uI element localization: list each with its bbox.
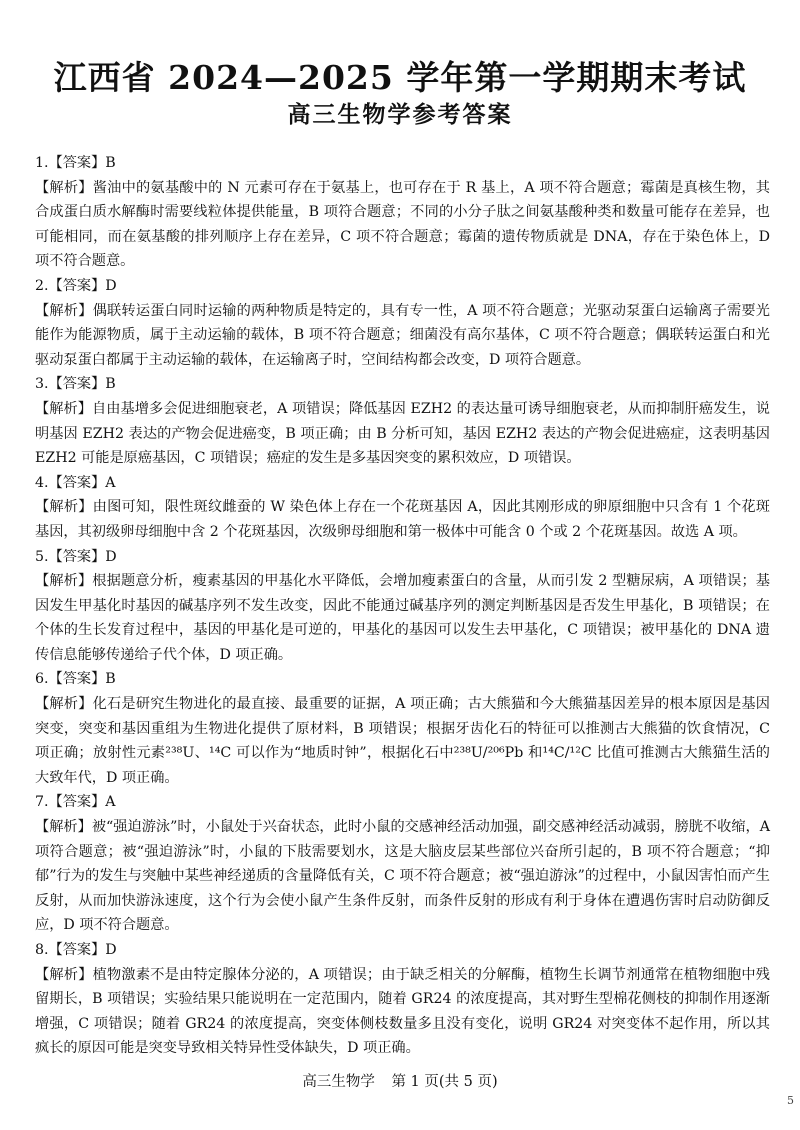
question-8 — [35, 938, 770, 1061]
question-5 — [35, 545, 770, 668]
answer-line: 4.【答案】A — [35, 474, 116, 491]
answer-line: 2.【答案】D — [35, 277, 117, 294]
corner-mark: 5 — [787, 1094, 794, 1107]
answer-line: 5.【答案】D — [35, 548, 117, 565]
explanation-text: 【解析】由图可知，限性斑纹雌蚕的 W 染色体上存在一个花斑基因 A，因此其刚形成的卵原细胞中只含有 1 个花斑基因，其初级卵母细胞中含 2 个花斑基因，次级卵母细胞和第一极体中可能含 0 个或 2 个花斑基因。故选 A 项。 — [35, 499, 770, 540]
answer-line: 3.【答案】B — [35, 376, 116, 393]
question-4 — [35, 471, 770, 545]
question-3 — [35, 372, 770, 470]
answer-line: 6.【答案】B — [35, 671, 116, 688]
explanation-text: 【解析】自由基增多会促进细胞衰老，A 项错误；降低基因 EZH2 的表达量可诱导细胞衰老，从而抑制肝癌发生，说明基因 EZH2 表达的产物会促进癌变，B 项正确；由 B 分析可知，基因 EZH2 表达的产物会促进癌症，这表明基因 EZH2 可能是原癌基因，C 项错误；癌症的发生是多基因突变的累积效应，D 项错误。 — [35, 400, 770, 467]
explanation-text: 【解析】酱油中的氨基酸中的 N 元素可存在于氨基上，也可存在于 R 基上，A 项不符合题意；霉菌是真核生物，其合成蛋白质水解酶时需要线粒体提供能量，B 项符合题意；不同的小分子肽之间氨基酸种类和数量可能存在差异，也可能相同，而在氨基酸的排列顺序上存在差异，C 项不符合题意；霉菌的遗传物质就是 DNA，存在于染色体上，D 项不符合题意。 — [35, 179, 770, 270]
footer-page-number: 第 1 页(共 5 页) — [391, 1074, 498, 1090]
explanation-text: 【解析】被“强迫游泳”时，小鼠处于兴奋状态，此时小鼠的交感神经活动加强，副交感神经活动减弱，膀胱不收缩，A 项符合题意；被“强迫游泳”时，小鼠的下肢需要划水，这是大脑皮层某些部位兴奋所引起的，B 项不符合题意；“抑郁”行为的发生与突触中某些神经递质的含量降低有关，C 项不符合题意；被“强迫游泳”的过程中，小鼠因害怕而产生反射，从而加快游泳速度，这个行为会使小鼠产生条件反射，而条件反射的形成有利于身体在遭遇伤害时启动防御反应，D 项不符合题意。 — [35, 819, 770, 934]
answer-list — [35, 151, 770, 1061]
explanation-text: 【解析】植物激素不是由特定腺体分泌的，A 项错误；由于缺乏相关的分解酶，植物生长调节剂通常在植物细胞中残留期长，B 项错误；实验结果只能说明在一定范围内，随着 GR24 的浓度提高，其对野生型棉花侧枝的抑制作用逐渐增强，C 项错误；随着 GR24 的浓度提高，突变体侧枝数量多且没有变化，说明 GR24 对突变体不起作用，所以其疯长的原因可能是突变导致相关特异性受体缺失，D 项正确。 — [35, 966, 770, 1057]
explanation-text: 【解析】根据题意分析，瘦素基因的甲基化水平降低，会增加瘦素蛋白的含量，从而引发 2 型糖尿病，A 项错误；基因发生甲基化时基因的碱基序列不发生改变，因此不能通过碱基序列的测定判断基因是否发生甲基化，B 项错误；在个体的生长发育过程中，基因的甲基化是可逆的，甲基化的基因可以发生去甲基化，C 项错误；被甲基化的 DNA 遗传信息能够传递给子代个体，D 项正确。 — [35, 573, 770, 663]
explanation-text: 【解析】偶联转运蛋白同时运输的两种物质是特定的，具有专一性，A 项不符合题意；光驱动泵蛋白运输离子需要光能作为能源物质，属于主动运输的载体，B 项不符合题意；细菌没有高尔基体，C 项不符合题意；偶联转运蛋白和光驱动泵蛋白都属于主动运输的载体，在运输离子时，空间结构都会改变，D 项符合题意。 — [35, 302, 770, 368]
explanation-text: 【解析】化石是研究生物进化的最直接、最重要的证据，A 项正确；古大熊猫和今大熊猫基因差异的根本原因是基因突变，突变和基因重组为生物进化提供了原材料，B 项错误；根据牙齿化石的特征可以推测古大熊猫的饮食情况，C 项正确；放射性元素²³⁸U、¹⁴C 可以作为“地质时钟”，根据化石中²³⁸U/²⁰⁶Pb 和¹⁴C/¹²C 比值可推测古大熊猫生活的大致年代，D 项正确。 — [35, 696, 770, 786]
answer-line: 7.【答案】A — [35, 794, 116, 811]
footer-subject: 高三生物学 — [302, 1074, 375, 1090]
page-title: 江西省 2024—2025 学年第一学期期末考试 — [53, 58, 747, 97]
page-footer — [0, 1072, 800, 1092]
question-1 — [35, 151, 770, 274]
page-subtitle: 高三生物学参考答案 — [287, 101, 513, 128]
answer-line: 1.【答案】B — [35, 155, 116, 171]
question-2 — [35, 274, 770, 372]
question-7 — [35, 790, 770, 938]
answer-line: 8.【答案】D — [35, 942, 117, 958]
question-6 — [35, 667, 770, 790]
